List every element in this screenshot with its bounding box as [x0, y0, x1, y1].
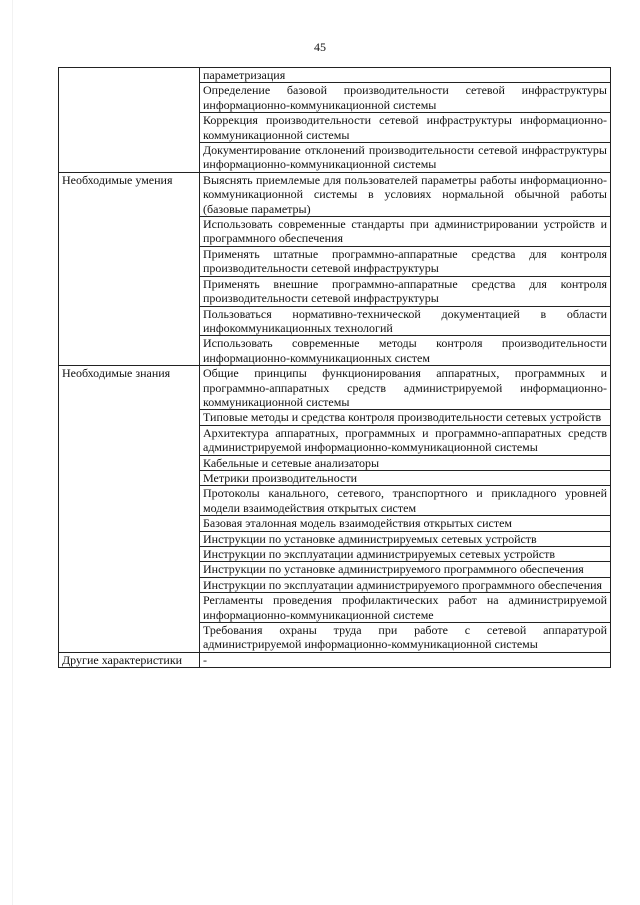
specification-table — [58, 67, 611, 668]
section-label: Другие характеристики — [59, 652, 200, 667]
scan-edge-line — [12, 0, 13, 905]
section-item: параметризация — [200, 68, 611, 83]
section-item: Документирование отклонений производительности сетевой инфраструктуры информационно-коммуникационной системы — [200, 143, 611, 173]
section-item: Применять штатные программно-аппаратные средства для контроля производительности сетевой инфраструктуры — [200, 246, 611, 276]
section-item: Протоколы канального, сетевого, транспортного и прикладного уровней модели взаимодействия открытых систем — [200, 486, 611, 516]
specification-table-body — [59, 68, 611, 668]
section-item: Выяснять приемлемые для пользователей параметры работы информационно-коммуникационной системы в условиях нормальной обычной работы (базовые параметры) — [200, 172, 611, 216]
section-item: Требования охраны труда при работе с сетевой аппаратурой администрируемой информационно-коммуникационной системы — [200, 623, 611, 653]
section-item: Определение базовой производительности сетевой инфраструктуры информационно-коммуникационной системы — [200, 83, 611, 113]
section-label: Необходимые умения — [59, 172, 200, 365]
section-item: Кабельные и сетевые анализаторы — [200, 455, 611, 470]
section-label — [59, 68, 200, 173]
section-item: Инструкции по эксплуатации администрируемого программного обеспечения — [200, 577, 611, 592]
section-item: Применять внешние программно-аппаратные средства для контроля производительности сетевой инфраструктуры — [200, 276, 611, 306]
section-item: Базовая эталонная модель взаимодействия открытых систем — [200, 516, 611, 531]
section-item: Пользоваться нормативно-технической документацией в области инфокоммуникационных технологий — [200, 306, 611, 336]
table-row — [59, 68, 611, 83]
section-item: Коррекция производительности сетевой инфраструктуры информационно-коммуникационной системы — [200, 113, 611, 143]
section-item: Метрики производительности — [200, 470, 611, 485]
table-row — [59, 652, 611, 667]
table-row — [59, 172, 611, 216]
section-item: Инструкции по установке администрируемого программного обеспечения — [200, 562, 611, 577]
section-item: Инструкции по установке администрируемых сетевых устройств — [200, 531, 611, 546]
section-item: Использовать современные стандарты при администрировании устройств и программного обеспечения — [200, 217, 611, 247]
page-number: 45 — [314, 40, 326, 54]
section-item: Архитектура аппаратных, программных и программно-аппаратных средств администрируемой информационно-коммуникационной системы — [200, 425, 611, 455]
section-item: Типовые методы и средства контроля производительности сетевых устройств — [200, 410, 611, 425]
section-item: Регламенты проведения профилактических работ на администрируемой информационно-коммуникационной системе — [200, 593, 611, 623]
section-item: Общие принципы функционирования аппаратных, программных и программно-аппаратных средств администрируемой информационно-коммуникационной системы — [200, 366, 611, 410]
section-item: Инструкции по эксплуатации администрируемых сетевых устройств — [200, 547, 611, 562]
section-label: Необходимые знания — [59, 366, 200, 653]
table-row — [59, 366, 611, 410]
section-item: - — [200, 652, 611, 667]
section-item: Использовать современные методы контроля производительности информационно-коммуникационных систем — [200, 336, 611, 366]
